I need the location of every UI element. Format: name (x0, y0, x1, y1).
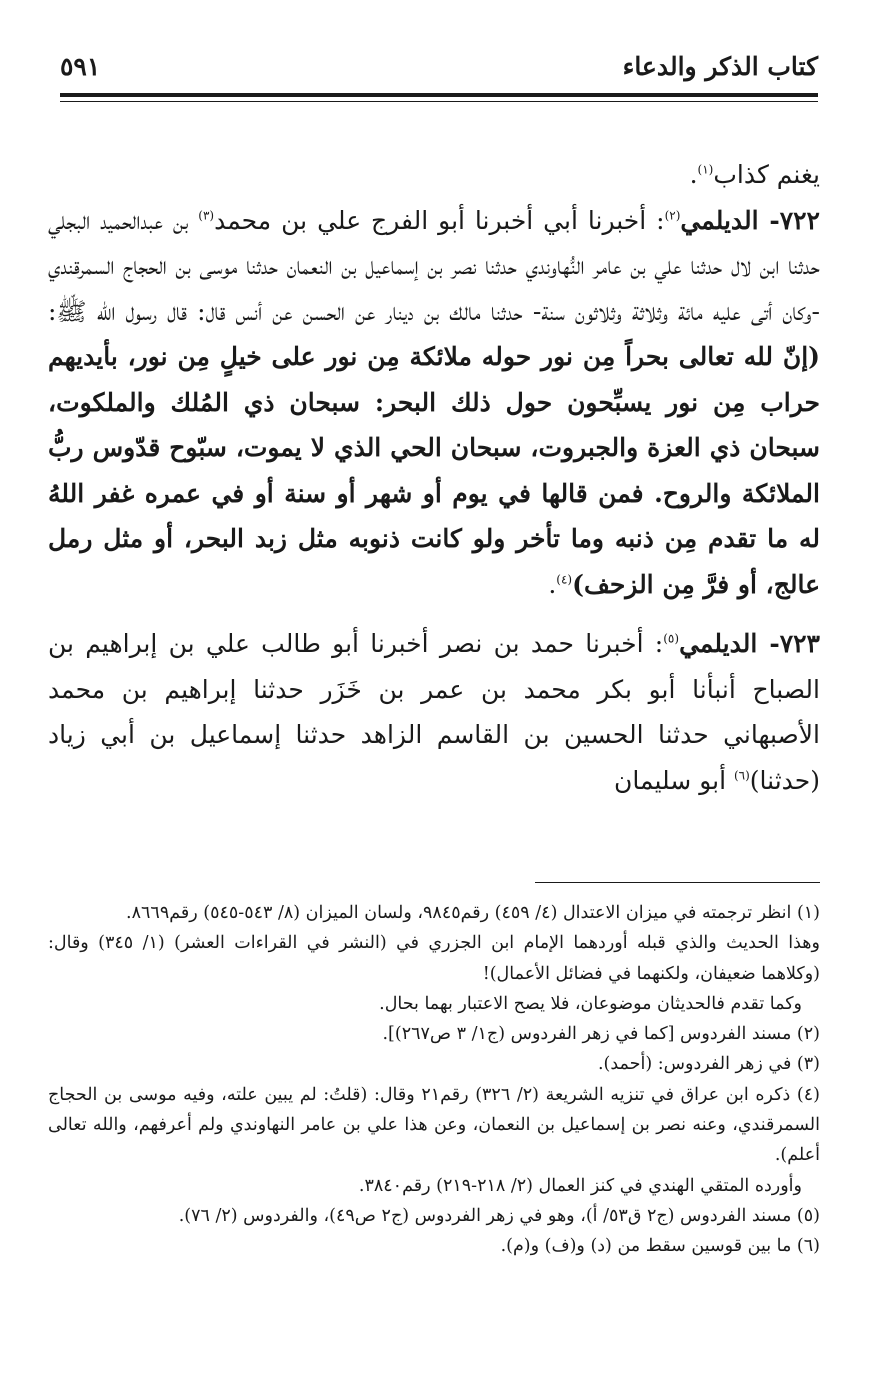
paragraph-continuation: يغنم كذاب$^{(١)}$. (689, 160, 820, 189)
footnote: (٢) مسند الفردوس [كما في زهر الفردوس (ج١/ ٣ ص٢٦٧)]. (382, 1024, 820, 1045)
isnad-text: أبو سليمان (614, 765, 734, 795)
page-number: ٥٩١ (60, 52, 101, 81)
main-text (48, 152, 820, 803)
footnote-continuation: وأورده المتقي الهندي في كنز العمال (٢/ ٢١٨-٢١٩) رقم٣٨٤٠. (358, 1175, 802, 1196)
isnad-text: بن عبدالحميد البجلي حدثنا ابن لال حدثنا علي بن عامر النُّهاوندي حدثنا نصر بن إسماعيل بن النعمان حدثنا موسى بن الحجاج السمرقندي -وكان أتى عليه مائة وثلاثة وثلاثون سنة- حدثنا مالك بن دينار عن الحسن عن أنس قال: قال رسول الله ﷺ: (48, 205, 820, 326)
hadith-723 (48, 621, 820, 803)
footnote-ref: (٦) (733, 768, 750, 783)
header-rule-thick (60, 93, 818, 97)
hadith-number-label: ٧٢٣- الديلمي (679, 629, 820, 658)
footnote-ref: (١) (697, 162, 714, 177)
matn-text: (إنّ لله تعالى بحراً مِن نور حوله ملائكة مِن نور على خيلٍ مِن نور، بأيديهم حراب مِن نور يسبِّحون حول ذلك البحر: سبحان ذي المُلك والملكوت، سبحان ذي العزة والجبروت، سبحان الحي الذي لا يموت، سبّوح قدّوس ربُّ الملائكة والروح. فمن قالها في يوم أو شهر أو سنة أو في عمره غفر اللهُ له ما تقدم مِن ذنبه وما تأخر ولو كانت ذنوبه مثل زبد البحر، أو مثل رمل عالج، أو فرَّ مِن الزحف) (48, 342, 820, 599)
header-rule-thin (60, 101, 818, 102)
footnote-ref: (٣) (198, 208, 215, 223)
hadith-722: ٧٢٢- الديلمي$^{(٢)}$: أخبرنا أبي أخبرنا أبو الفرج علي بن محمد$^{(٣)}$ بن عبدالحميد البجلي حدثنا ابن لال حدثنا علي بن عامر النُّهاوندي حدثنا نصر بن إسماعيل بن النعمان حدثنا موسى بن الحجاج السمرقندي -وكان أتى عليه مائة وثلاثة وثلاثون سنة- حدثنا مالك بن دينار عن الحسن عن أنس قال: قال رسول الله ﷺ: (إنّ لله تعالى بحراً مِن نور حوله ملائكة مِن نور على خيلٍ مِن نور، بأيديهم حراب مِن نور يسبِّحون حول ذلك البحر: سبحان ذي المُلك والملكوت، سبحان ذي العزة والجبروت، سبحان الحي الذي لا يموت، سبّوح قدّوس ربُّ الملائكة والروح. فمن قالها في يوم أو شهر أو سنة أو في عمره غفر اللهُ له ما تقدم مِن ذنبه وما تأخر ولو كانت ذنوبه مثل زبد البحر، أو مثل رمل عالج، أو فرَّ مِن الزحف)$^{(٤)}$. (48, 205, 820, 599)
footnote: (٤) ذكره ابن عراق في تنزيه الشريعة (٢/ ٣٢٦) رقم٢١ وقال: (قلتُ: لم يبين علته، وفيه موسى بن الحجاج السمرقندي، وعنه نصر بن إسماعيل بن النعمان، وعن هذا علي بن عامر النهاوندي ولم أعرفهم، والله تعالى أعلم). (48, 1084, 820, 1166)
chapter-title: كتاب الذكر والدعاء (622, 52, 818, 81)
footnote-continuation: وهذا الحديث والذي قبله أوردهما الإمام ابن الجزري في (النشر في القراءات العشر) (١/ ٣٤٥) وقال: (وكلاهما ضعيفان، ولكنهما في فضائل الأعمال)! (48, 933, 820, 984)
footnote-ref: (٢) (664, 208, 681, 223)
footnote: (٥) مسند الفردوس (ج٢ ق٥٣/ أ)، وهو في زهر الفردوس (ج٢ ص٤٩)، والفردوس (٢/ ٧٦). (178, 1205, 820, 1226)
footnote-ref: (٥) (663, 631, 680, 646)
isnad-text: : أخبرنا حمد بن نصر أخبرنا أبو طالب علي بن إبراهيم بن الصباح أنبأنا أبو بكر محمد بن عمر بن خَزَر حدثنا إبراهيم بن محمد الأصبهاني حدثنا الحسين بن القاسم الزاهد حدثنا إسماعيل بن أبي زياد (حدثنا) (48, 629, 820, 795)
footnote: (١) انظر ترجمته في ميزان الاعتدال (٤/ ٤٥٩) رقم٩٨٤٥، ولسان الميزان (٨/ ٥٤٣-٥٤٥) رقم٨٦٦٩. (126, 903, 820, 923)
footnote: (٣) في زهر الفردوس: (أحمد). (597, 1054, 820, 1075)
footnote: (٦) ما بين قوسين سقط من (د) و(ف) و(م). (500, 1236, 820, 1257)
footnote-continuation: وكما تقدم فالحديثان موضوعان، فلا يصح الاعتبار بهما بحال. (379, 993, 802, 1014)
page-header (60, 52, 818, 92)
footnote-separator (535, 882, 820, 883)
footnote-ref: (٤) (556, 572, 573, 587)
isnad-text: : أخبرنا أبي أخبرنا أبو الفرج علي بن محمد (214, 205, 665, 235)
hadith-number-label: ٧٢٢- الديلمي (680, 205, 820, 235)
footnotes (48, 898, 820, 1262)
